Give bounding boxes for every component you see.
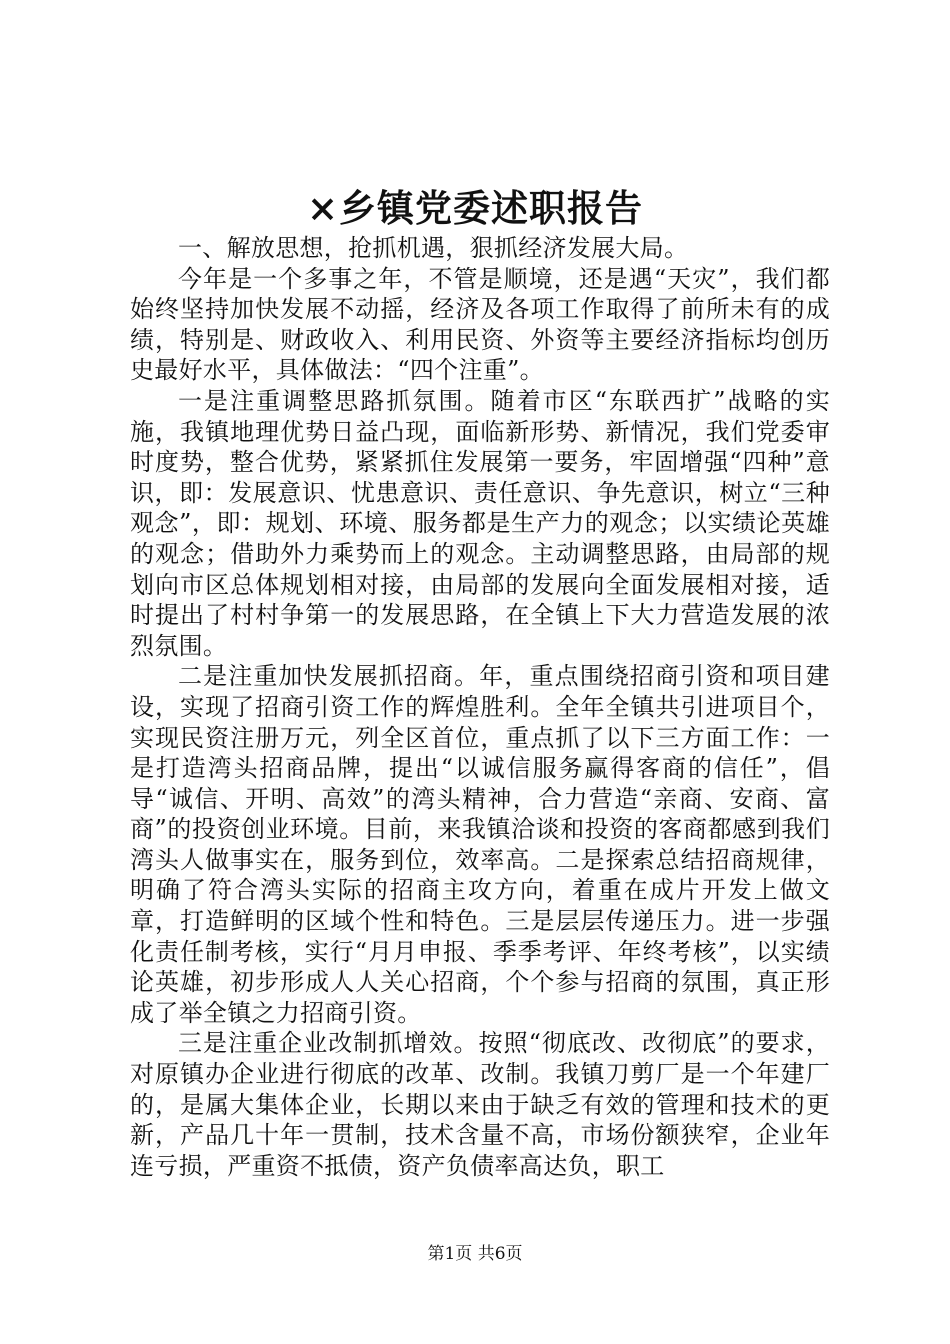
document-body bbox=[130, 233, 830, 1181]
page-number-footer: 第1页 共6页 bbox=[427, 1244, 523, 1264]
paragraph-section-heading: 一、解放思想，抢抓机遇，狠抓经济发展大局。 bbox=[178, 234, 689, 262]
paragraph-intro: 今年是一个多事之年，不管是顺境，还是遇“天灾”，我们都始终坚持加快发展不动摇，经济及各项工作取得了前所未有的成绩，特别是、财政收入、利用民资、外资等主要经济指标均创历史最好水平，具体做法：“四个注重”。 bbox=[130, 264, 830, 385]
paragraph-point-three: 三是注重企业改制抓增效。按照“彻底改、改彻底”的要求，对原镇办企业进行彻底的改革、改制。我镇刀剪厂是一个年建厂的，是属大集体企业，长期以来由于缺乏有效的管理和技术的更新，产品几十年一贯制，技术含量不高，市场份额狭窄，企业年连亏损，严重资不抵债，资产负债率高达负，职工 bbox=[130, 1029, 830, 1180]
document-title: ×乡镇党委述职报告 bbox=[306, 186, 643, 230]
paragraph-point-one: 一是注重调整思路抓氛围。随着市区“东联西扩”战略的实施，我镇地理优势日益凸现，面临新形势、新情况，我们党委审时度势，整合优势，紧紧抓住发展第一要务，牢固增强“四种”意识，即：发展意识、忧患意识、责任意识、争先意识，树立“三种观念”，即：规划、环境、服务都是生产力的观念；以实绩论英雄的观念；借助外力乘势而上的观念。主动调整思路，由局部的规划向市区总体规划相对接，由局部的发展向全面发展相对接，适时提出了村村争第一的发展思路，在全镇上下大力营造发展的浓烈氛围。 bbox=[130, 386, 830, 660]
paragraph-point-two: 二是注重加快发展抓招商。年，重点围绕招商引资和项目建设，实现了招商引资工作的辉煌胜利。全年全镇共引进项目个，实现民资注册万元，列全区首位，重点抓了以下三方面工作：一是打造湾头招商品牌，提出“以诚信服务赢得客商的信任”，倡导“诚信、开明、高效”的湾头精神，合力营造“亲商、安商、富商”的投资创业环境。目前，来我镇洽谈和投资的客商都感到我们湾头人做事实在，服务到位，效率高。二是探索总结招商规律，明确了符合湾头实际的招商主攻方向，着重在成片开发上做文章，打造鲜明的区域个性和特色。三是层层传递压力。进一步强化责任制考核，实行“月月申报、季季考评、年终考核”，以实绩论英雄，初步形成人人关心招商，个个参与招商的氛围，真正形成了举全镇之力招商引资。 bbox=[130, 662, 830, 1027]
